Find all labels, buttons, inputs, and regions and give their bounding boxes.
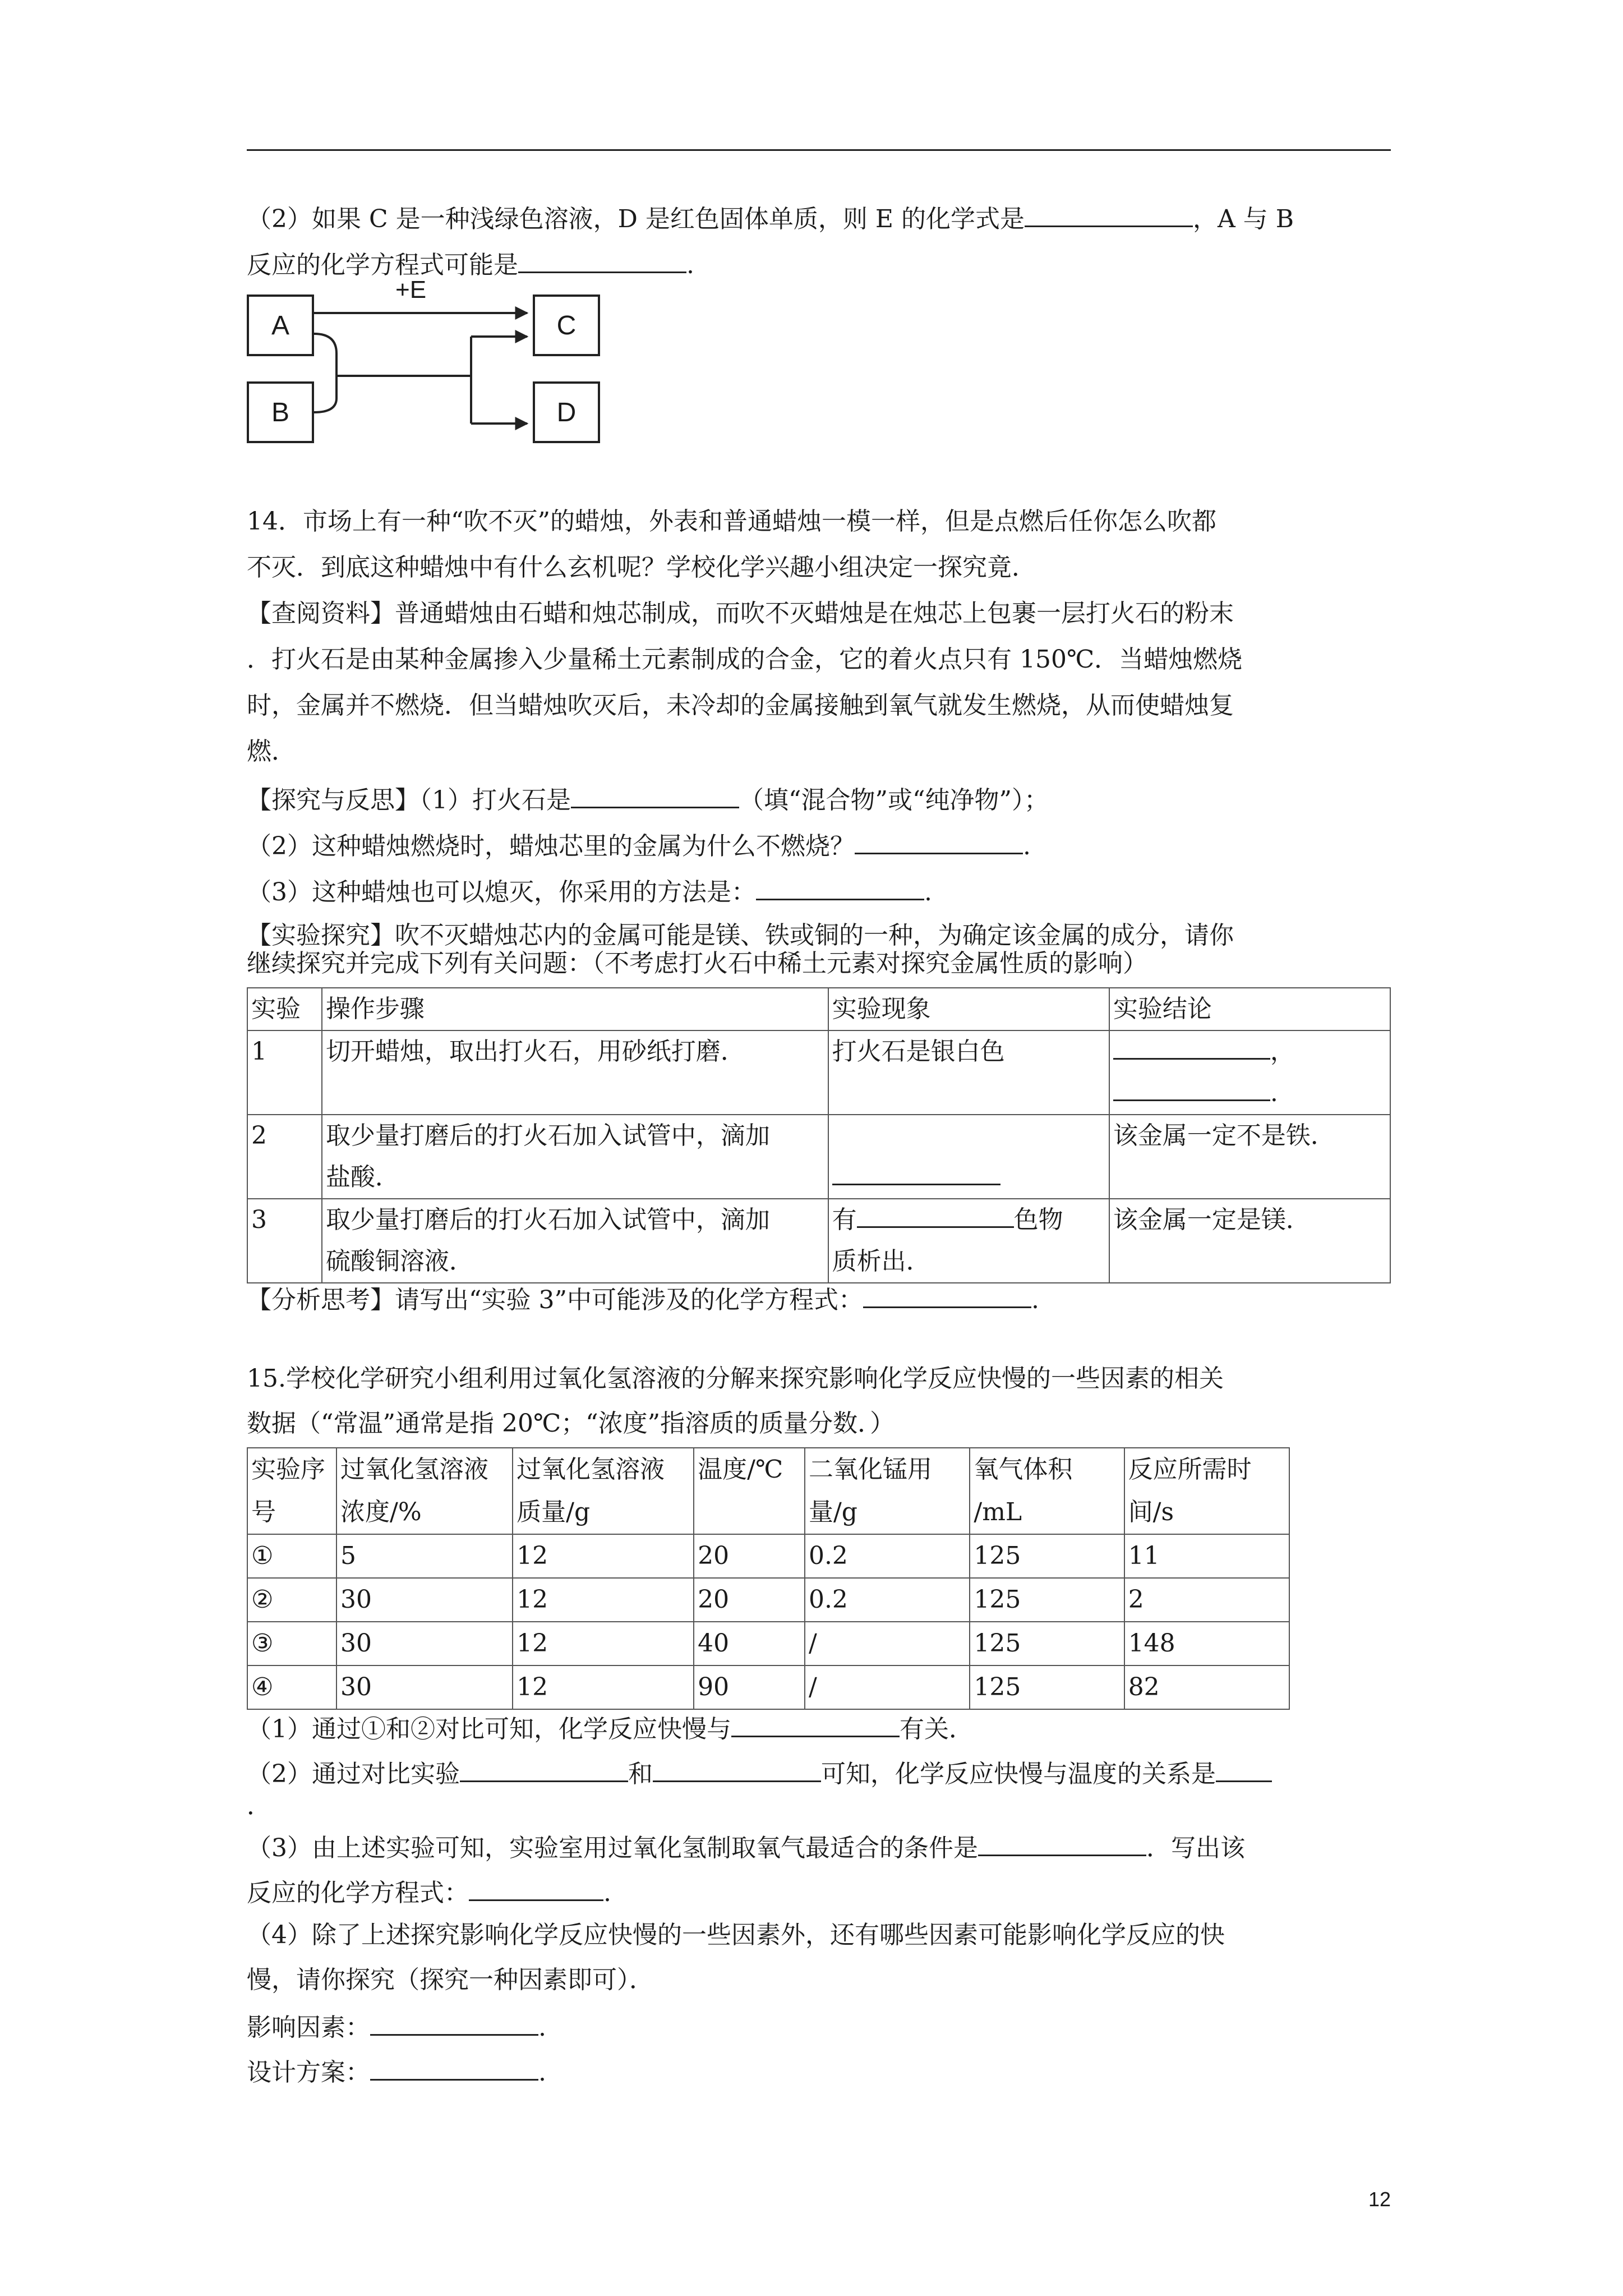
page-number: 12 — [1368, 2188, 1391, 2211]
q14-line10: 【实验探究】吹不灭蜡烛芯内的金属可能是镁、铁或铜的一种，为确定该金属的成分，请你 — [247, 921, 1234, 950]
table-row: ② 30 12 20 0.2 125 2 — [247, 1578, 1289, 1622]
header-cell: 反应所需时 间/s — [1124, 1448, 1289, 1534]
answer-blank[interactable] — [832, 1159, 1000, 1185]
answer-blank[interactable] — [460, 1756, 628, 1782]
cell-no: 1 — [247, 1030, 322, 1115]
answer-blank[interactable] — [756, 874, 924, 900]
header-cell: 过氧化氢溶液 浓度/% — [336, 1448, 513, 1534]
header-cell: 二氧化锰用 量/g — [805, 1448, 970, 1534]
q15-part2: （2）通过对比实验 和 可知，化学反应快慢与温度的关系是 — [247, 1756, 1272, 1790]
q15-factor: 影响因素： . — [247, 2009, 546, 2044]
q15-part3: （3）由上述实验可知，实验室用过氧化氢制取氧气最适合的条件是 ．写出该 — [247, 1830, 1245, 1864]
reaction-diagram — [247, 276, 606, 449]
q15-part2-end: ． — [247, 1792, 271, 1820]
answer-blank[interactable] — [1025, 201, 1193, 227]
q14-line9: （3）这种蜡烛也可以熄灭，你采用的方法是： . — [247, 874, 932, 908]
q15-part1: （1）通过①和②对比可知，化学反应快慢与 有关． — [247, 1711, 974, 1745]
answer-blank[interactable] — [469, 1875, 603, 1901]
answer-blank[interactable] — [731, 1711, 900, 1737]
q15-part3-line2: 反应的化学方程式： . — [247, 1875, 611, 1909]
q15-part4-line1: （4）除了上述探究影响化学反应快慢的一些因素外，还有哪些因素可能影响化学反应的快 — [247, 1921, 1225, 1949]
header-cell: 实验 — [247, 988, 322, 1030]
answer-blank[interactable] — [857, 1202, 1014, 1228]
node-d: D — [533, 381, 600, 443]
answer-blank[interactable] — [1113, 1033, 1270, 1060]
answer-blank[interactable] — [1216, 1756, 1272, 1782]
answer-blank[interactable] — [370, 2009, 538, 2036]
table-row: ③ 30 12 40 / 125 148 — [247, 1622, 1289, 1665]
q14-line11: 继续探究并完成下列有关问题：（不考虑打火石中稀土元素对探究金属性质的影响） — [247, 949, 1147, 978]
header-cell: 过氧化氢溶液 质量/g — [513, 1448, 694, 1534]
table-row — [247, 1115, 1390, 1199]
answer-blank[interactable] — [653, 1756, 821, 1782]
cell-step: 切开蜡烛，取出打火石，用砂纸打磨． — [322, 1030, 828, 1115]
answer-blank[interactable] — [518, 247, 686, 273]
table-row: ④ 30 12 90 / 125 82 — [247, 1665, 1289, 1709]
cell-concl: 该金属一定不是铁． — [1109, 1115, 1390, 1199]
header-rule — [247, 149, 1391, 151]
cell-step: 取少量打磨后的打火石加入试管中，滴加 盐酸． — [322, 1115, 828, 1199]
cell-no: 3 — [247, 1199, 322, 1283]
answer-blank[interactable] — [370, 2054, 538, 2081]
q14-line3: 【查阅资料】普通蜡烛由石蜡和烛芯制成，而吹不灭蜡烛是在烛芯上包裹一层打火石的粉末 — [247, 599, 1234, 628]
header-cell: 实验现象 — [828, 988, 1109, 1030]
q15-part4-line2: 慢，请你探究（探究一种因素即可）． — [247, 1966, 654, 1994]
table-row — [247, 1030, 1390, 1115]
q14-line7: 【探究与反思】（1）打火石是 （填“混合物”或“纯净物”）； — [247, 782, 1049, 816]
q14-line2: 不灭．到底这种蜡烛中有什么玄机呢？学校化学兴趣小组决定一探究竟． — [247, 553, 1036, 582]
header-cell: 氧气体积 /mL — [970, 1448, 1124, 1534]
answer-blank[interactable] — [1113, 1075, 1270, 1101]
q13-part2-line1: （2）如果 C 是一种浅绿色溶液，D 是红色固体单质，则 E 的化学式是 ，A 与 B — [247, 201, 1294, 235]
cell-no: 2 — [247, 1115, 322, 1199]
cell-obs — [828, 1115, 1109, 1199]
edge-label-e: +E — [395, 276, 427, 303]
answer-blank[interactable] — [855, 828, 1023, 854]
q14-line8: （2）这种蜡烛燃烧时，蜡烛芯里的金属为什么不燃烧？ . — [247, 828, 1031, 862]
answer-blank[interactable] — [978, 1830, 1146, 1856]
header-cell: 实验序 号 — [247, 1448, 336, 1534]
table-header-row — [247, 988, 1390, 1030]
q14-line4: ．打火石是由某种金属掺入少量稀土元素制成的合金，它的着火点只有 150℃．当蜡烛燃烧 — [247, 645, 1243, 674]
cell-concl: ， . — [1109, 1030, 1390, 1115]
header-cell: 实验结论 — [1109, 988, 1390, 1030]
q14-line12: 【分析思考】请写出“实验 3”中可能涉及的化学方程式： . — [247, 1282, 1039, 1316]
node-b: B — [247, 381, 314, 443]
q14-experiment-table — [247, 987, 1391, 1283]
q13-part2-line2: 反应的化学方程式可能是 . — [247, 247, 694, 281]
cell-obs: 有 色物 质析出． — [828, 1199, 1109, 1283]
answer-blank[interactable] — [863, 1282, 1031, 1308]
answer-blank[interactable] — [571, 782, 739, 808]
node-c: C — [533, 295, 600, 356]
q15-data-table — [247, 1447, 1290, 1710]
header-cell: 温度/℃ — [694, 1448, 805, 1534]
cell-concl: 该金属一定是镁． — [1109, 1199, 1390, 1283]
cell-obs: 打火石是银白色 — [828, 1030, 1109, 1115]
q14-line1: 14．市场上有一种“吹不灭”的蜡烛，外表和普通蜡烛一模一样，但是点燃后任你怎么吹都 — [247, 507, 1216, 536]
header-cell: 操作步骤 — [322, 988, 828, 1030]
q14-line6: 燃． — [247, 737, 296, 766]
q14-line5: 时，金属并不燃烧．但当蜡烛吹灭后，未冷却的金属接触到氧气就发生燃烧，从而使蜡烛复 — [247, 691, 1234, 720]
q15-line2: 数据（“常温”通常是指 20℃；“浓度”指溶质的质量分数．） — [247, 1409, 895, 1438]
cell-step: 取少量打磨后的打火石加入试管中，滴加 硫酸铜溶液． — [322, 1199, 828, 1283]
q15-line1: 15.学校化学研究小组利用过氧化氢溶液的分解来探究影响化学反应快慢的一些因素的相关 — [247, 1364, 1224, 1393]
table-row: ① 5 12 20 0.2 125 11 — [247, 1534, 1289, 1578]
node-a: A — [247, 295, 314, 356]
table-header-row — [247, 1448, 1289, 1534]
table-row — [247, 1199, 1390, 1283]
q15-design: 设计方案： . — [247, 2054, 546, 2088]
